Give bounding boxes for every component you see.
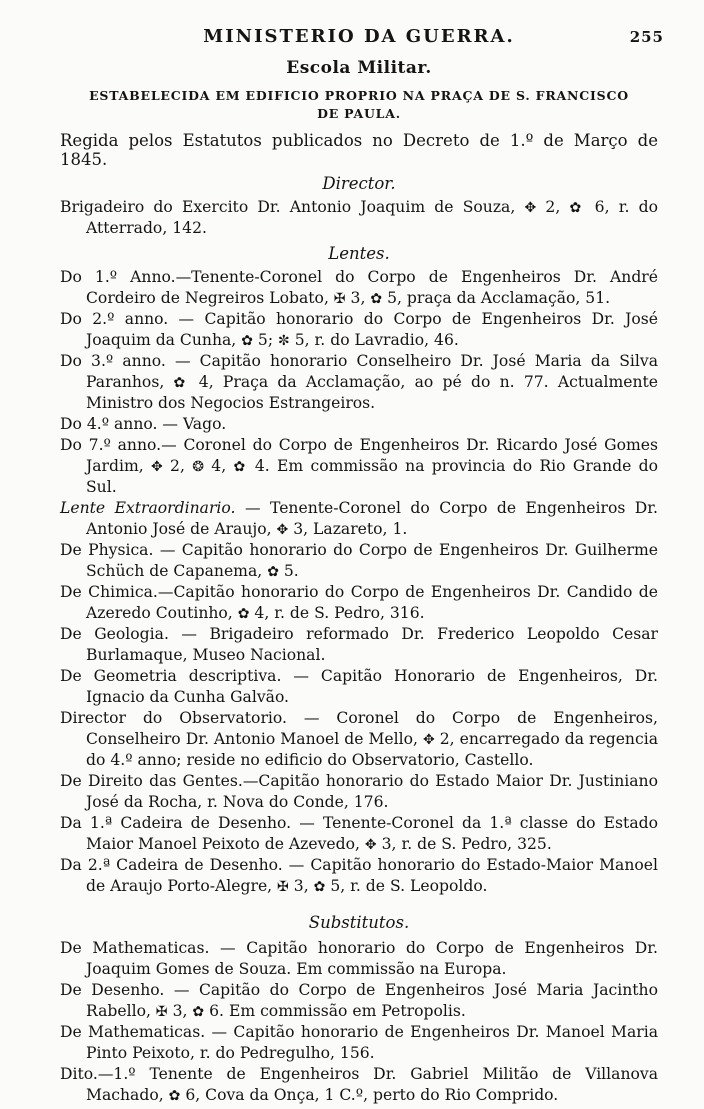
- entry-text: De Mathematicas. — Capitão honorario de Engenheiros Dr. Manoel Maria Pinto Peixoto, r. do Pedregulho, 156.: [60, 1023, 658, 1062]
- directory-entry: [60, 309, 658, 351]
- directory-entry: [60, 855, 658, 897]
- entry-text: De Geologia. — Brigadeiro reformado Dr. Frederico Leopoldo Cesar Burlamaque, Museo Nacional.: [60, 625, 658, 664]
- entry-text: 4. Em commissão na provincia do Rio Grande do Sul.: [86, 457, 658, 496]
- entry-text: 3,: [345, 289, 371, 307]
- sections: [60, 174, 658, 1106]
- directory-entry: [60, 351, 658, 414]
- directory-entry: [60, 938, 658, 980]
- entry-text: 6. Em commissão em Petropolis.: [204, 1002, 466, 1020]
- order-rosette-icon: ✿: [237, 606, 250, 622]
- ministry-title: MINISTERIO DA GUERRA.: [203, 26, 515, 47]
- directory-entry: [60, 980, 658, 1022]
- entry-text: 6, Cova da Onça, 1 C.º, perto do Rio Comprido.: [180, 1086, 559, 1104]
- entry-text: 4, Praça da Acclamação, ao pé do n. 77. Actualmente Ministro dos Negocios Estrangeiros.: [86, 373, 658, 412]
- order-cross-bold-icon: ✠: [155, 1004, 168, 1020]
- entry-text: 5, praça da Acclamação, 51.: [382, 289, 611, 307]
- directory-entry: [60, 666, 658, 708]
- page-header: [60, 26, 664, 50]
- entry-text: Do 2.º anno. — Capitão honorario do Corpo de Engenheiros Dr. José Joaquim da Cunha,: [60, 310, 658, 349]
- entry-text: 6, r. do Atterrado, 142.: [86, 198, 658, 237]
- section-heading: Substitutos.: [308, 913, 410, 932]
- directory-entry: [60, 540, 658, 582]
- directory-entry: [60, 771, 658, 813]
- entry-text: Da 2.ª Cadeira de Desenho. — Capitão honorario do Estado-Maior Manoel de Araujo Porto-Alegre,: [60, 856, 658, 895]
- section-heading: Lentes.: [328, 244, 390, 263]
- directory-entry: [60, 414, 658, 435]
- section-heading: Director.: [322, 174, 396, 193]
- order-cross-icon: ✥: [276, 522, 289, 538]
- entry-text: Do 1.º Anno.—Tenente-Coronel do Corpo de Engenheiros Dr. André Cordeiro de Negreiros Lobato,: [60, 268, 658, 307]
- order-rosette-icon: ✿: [370, 291, 383, 307]
- page-number: 255: [629, 28, 664, 46]
- entry-lead-italic: Lente Extraordinario.: [60, 499, 236, 517]
- entry-text: — Tenente-Coronel do Corpo de Engenheiros Dr. Antonio José de Araujo,: [86, 499, 659, 538]
- order-cross-bold-icon: ✠: [277, 879, 289, 895]
- entry-text: Da 1.ª Cadeira de Desenho. — Tenente-Coronel da 1.ª classe do Estado Maior Manoel Peixoto de Azevedo,: [60, 814, 658, 853]
- entry-text: 5;: [252, 331, 279, 349]
- entry-text: De Geometria descriptiva. — Capitão Honorario de Engenheiros, Dr. Ignacio da Cunha Galvão.: [60, 667, 658, 706]
- entry-text: 5, r. do Lavradio, 46.: [289, 331, 459, 349]
- directory-entry: [60, 813, 658, 855]
- entry-text: 4,: [203, 457, 234, 475]
- order-rosette-icon: ✿: [267, 564, 279, 580]
- directory-entry: [60, 435, 658, 498]
- school-name: Escola Militar.: [286, 58, 432, 78]
- entry-text: De Desenho. — Capitão do Corpo de Engenheiros José Maria Jacintho Rabello,: [60, 981, 658, 1020]
- directory-section: [60, 913, 658, 1106]
- entry-text: Do 7.º anno.— Coronel do Corpo de Engenheiros Dr. Ricardo José Gomes Jardim,: [60, 436, 658, 475]
- entry-text: De Direito das Gentes.—Capitão honorario do Estado Maior Dr. Justiniano José da Rocha, r. Nova do Conde, 176.: [60, 772, 658, 811]
- order-rosette-icon: ✿: [569, 200, 586, 216]
- school-location: [60, 87, 658, 123]
- order-rosette-icon: ✿: [233, 459, 248, 475]
- order-rosette-icon: ✿: [173, 375, 190, 391]
- order-rosette-icon: ✿: [313, 879, 326, 895]
- order-cross-icon: ✥: [364, 837, 377, 853]
- entry-text: 5, r. de S. Leopoldo.: [325, 877, 488, 895]
- order-star-icon: ✼: [278, 333, 290, 349]
- order-rosette-icon: ✿: [192, 1004, 205, 1020]
- entry-text: 3, Lazareto, 1.: [288, 520, 408, 538]
- directory-entry: [60, 708, 658, 771]
- entry-text: Do 4.º anno. — Vago.: [60, 415, 227, 433]
- entry-text: 3,: [167, 1002, 193, 1020]
- entry-text: De Chimica.—Capitão honorario do Corpo de Engenheiros Dr. Candido de Azeredo Coutinho,: [60, 583, 658, 622]
- entry-text: 3,: [288, 877, 314, 895]
- directory-entry: [60, 197, 658, 239]
- order-cross-icon: ✥: [151, 459, 163, 475]
- order-cross-icon: ✥: [423, 732, 435, 748]
- entry-text: 3, r. de S. Pedro, 325.: [376, 835, 552, 853]
- entry-text: Brigadeiro do Exercito Dr. Antonio Joaquim de Souza,: [60, 198, 525, 216]
- statute-line: Regida pelos Estatutos publicados no Decreto de 1.º de Março de 1845.: [60, 131, 658, 169]
- entry-text: 2,: [536, 198, 570, 216]
- entry-text: 4, r. de S. Pedro, 316.: [249, 604, 425, 622]
- entry-text: 2,: [162, 457, 193, 475]
- directory-entry: [60, 624, 658, 666]
- entry-text: 5.: [278, 562, 299, 580]
- order-cross-icon: ✥: [524, 200, 537, 216]
- directory-entry: [60, 582, 658, 624]
- directory-entry: [60, 1064, 658, 1106]
- school-location-line2: DE PAULA.: [317, 106, 401, 121]
- order-rosette-large-icon: ❂: [192, 459, 204, 475]
- entry-text: De Mathematicas. — Capitão honorario do Corpo de Engenheiros Dr. Joaquim Gomes de Souza. Em commissão na Europa.: [60, 939, 658, 978]
- order-cross-bold-icon: ✠: [333, 291, 346, 307]
- entry-text: Director do Observatorio. — Coronel do Corpo de Engenheiros, Conselheiro Dr. Antonio Manoel de Mello,: [60, 709, 658, 748]
- directory-section: [60, 244, 658, 897]
- directory-entry: [60, 498, 658, 540]
- school-location-line1: ESTABELECIDA EM EDIFICIO PROPRIO NA PRAÇA DE S. FRANCISCO: [89, 88, 629, 103]
- entry-text: 2, encarregado da regencia do 4.º anno; reside no edificio do Observatorio, Castello.: [86, 730, 658, 769]
- entry-text: Do 3.º anno. — Capitão honorario Conselheiro Dr. José Maria da Silva Paranhos,: [60, 352, 658, 391]
- entry-text: Dito.—1.º Tenente de Engenheiros Dr. Gabriel Militão de Villanova Machado,: [60, 1065, 658, 1104]
- directory-entry: [60, 267, 658, 309]
- order-rosette-icon: ✿: [241, 333, 253, 349]
- order-rosette-icon: ✿: [168, 1088, 181, 1104]
- entry-text: De Physica. — Capitão honorario do Corpo de Engenheiros Dr. Guilherme Schüch de Capanema,: [60, 541, 658, 580]
- directory-section: [60, 174, 658, 239]
- directory-entry: [60, 1022, 658, 1064]
